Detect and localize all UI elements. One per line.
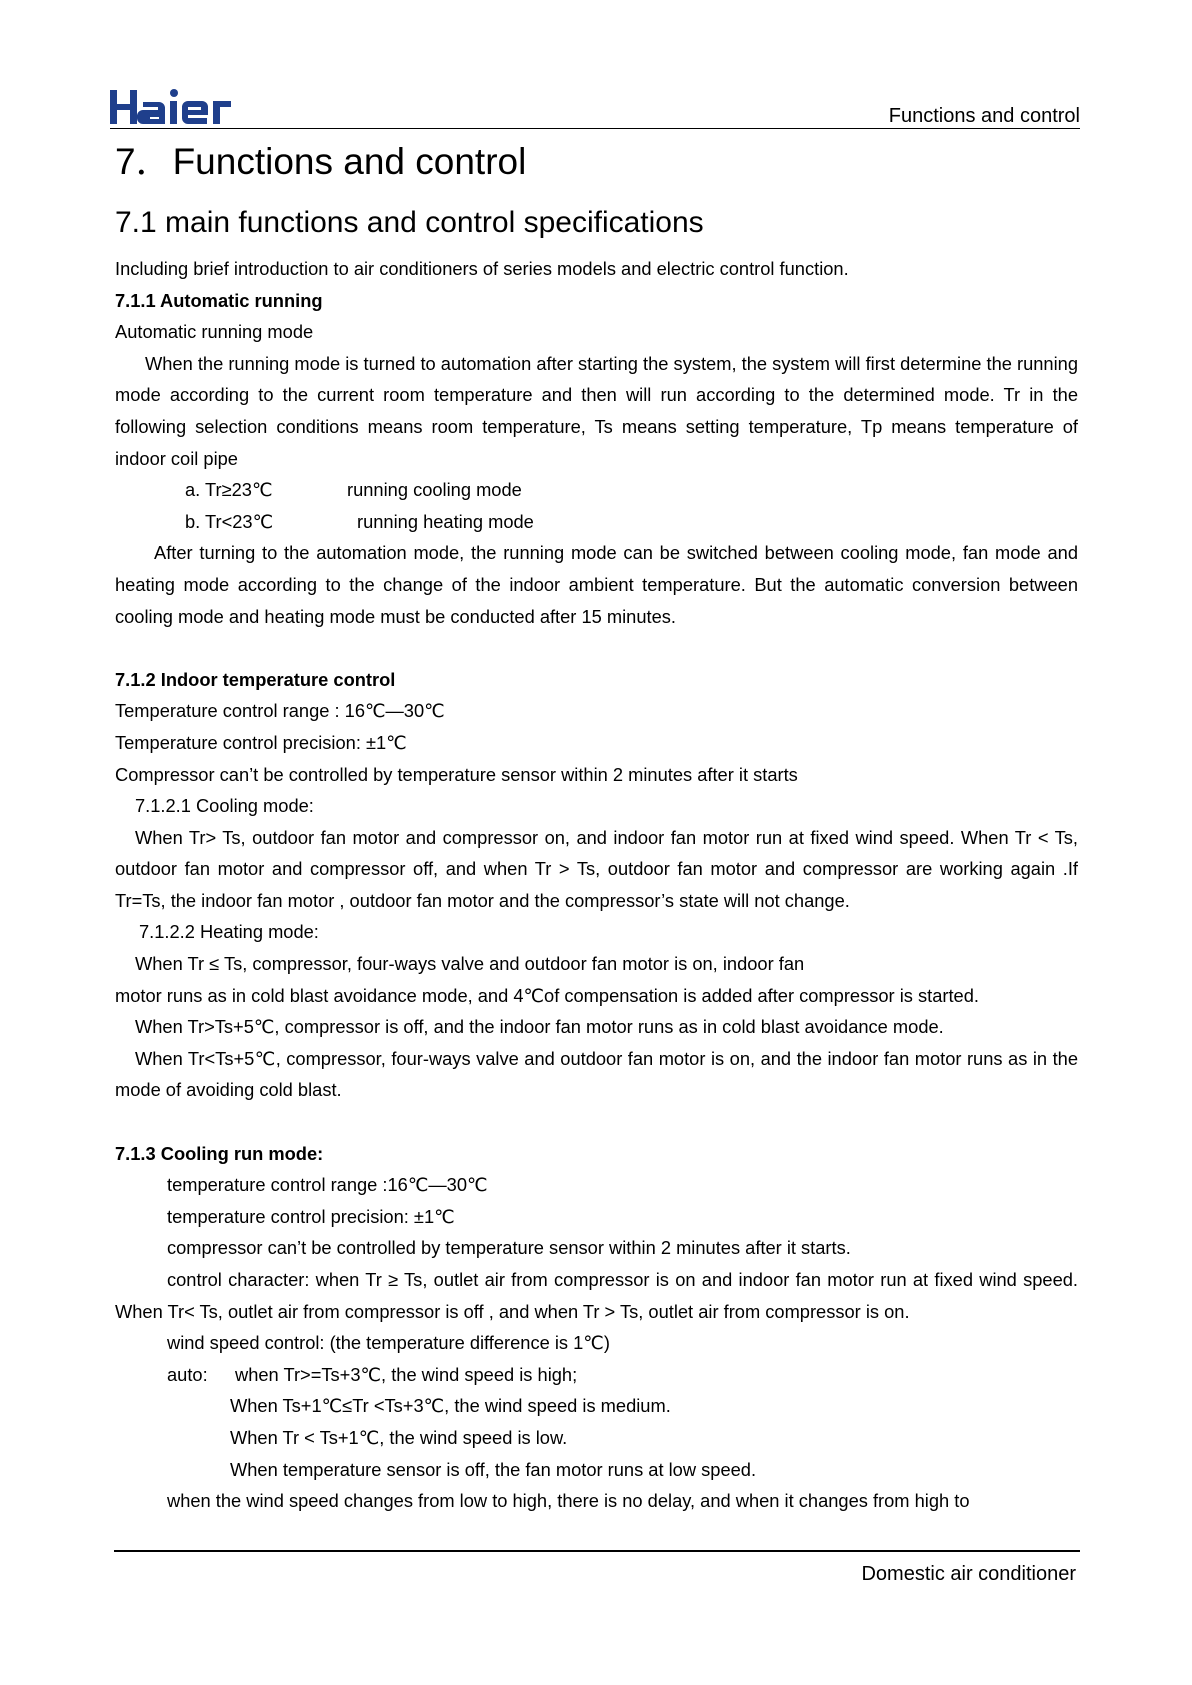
header-section-title: Functions and control <box>888 105 1080 127</box>
condition-a-label: a. Tr≥23℃ <box>185 479 273 501</box>
heading-7-1-1: 7.1.1 Automatic running <box>115 289 323 311</box>
cooling-mode-paragraph: When Tr> Ts, outdoor fan motor and compressor on, and indoor fan motor run at fixed wind speed. When Tr < Ts, outdoor fan motor and compressor off, and when Tr > Ts, outdoor fan motor and compressor are working again .If Tr=Ts, the indoor fan motor , outdoor fan motor and the compressor’s state will not change. <box>115 826 1078 911</box>
document-body <box>115 138 1078 1517</box>
auto-switch-paragraph: After turning to the automation mode, the running mode can be switched between cooling mode, fan mode and heating mode according to the change of the indoor ambient temperature. But the automatic conversion between cooling mode and heating mode must be conducted after 15 minutes. <box>115 542 1078 627</box>
heading-7-1-2: 7.1.2 Indoor temperature control <box>115 668 396 690</box>
condition-a-text: running cooling mode <box>347 479 522 501</box>
auto-mode-subheading: Automatic running mode <box>115 321 314 343</box>
chapter-title: 7．Functions and control <box>115 141 527 182</box>
auto-label: auto: <box>167 1363 208 1385</box>
condition-b-label: b. Tr<23℃ <box>185 510 274 532</box>
wind-delay-note: when the wind speed changes from low to high, there is no delay, and when it changes from high to <box>167 1490 970 1512</box>
auto-sensor-off: When temperature sensor is off, the fan motor runs at low speed. <box>230 1458 757 1480</box>
haier-logo <box>110 84 240 128</box>
auto-high: when Tr>=Ts+3℃, the wind speed is high; <box>235 1363 578 1385</box>
footer-text: Domestic air conditioner <box>861 1563 1076 1585</box>
indoor-range: Temperature control range : 16℃—30℃ <box>115 700 445 722</box>
section-title: 7.1 main functions and control specifications <box>115 206 704 239</box>
footer-divider <box>114 1550 1080 1552</box>
heating-line-3: When Tr>Ts+5℃, compressor is off, and the indoor fan motor runs as in cold blast avoidance mode. <box>135 1016 944 1038</box>
indoor-precision: Temperature control precision: ±1℃ <box>115 731 407 753</box>
header-divider <box>110 128 1080 129</box>
heading-7-1-2-2: 7.1.2.2 Heating mode: <box>139 921 319 943</box>
wind-speed-control: wind speed control: (the temperature difference is 1℃) <box>167 1332 610 1354</box>
heading-7-1-2-1: 7.1.2.1 Cooling mode: <box>135 795 314 817</box>
intro-paragraph: Including brief introduction to air conditioners of series models and electric control function. <box>115 258 849 279</box>
heading-7-1-3: 7.1.3 Cooling run mode: <box>115 1142 324 1164</box>
condition-b-text: running heating mode <box>357 510 534 532</box>
cooling-run-control: control character: when Tr ≥ Ts, outlet air from compressor is on and indoor fan motor run at fixed wind speed. When Tr< Ts, outlet air from compressor is off , and when Tr > Ts, outlet air from compressor is on. <box>115 1269 1078 1322</box>
cooling-run-precision: temperature control precision: ±1℃ <box>167 1205 455 1227</box>
heating-line-2: motor runs as in cold blast avoidance mode, and 4℃of compensation is added after compressor is started. <box>115 984 979 1006</box>
auto-mode-paragraph: When the running mode is turned to automation after starting the system, the system will first determine the running mode according to the current room temperature and then will run according to the determined mode. Tr in the following selection conditions means room temperature, Ts means setting temperature, Tp means temperature of indoor coil pipe <box>115 352 1078 469</box>
cooling-run-compressor: compressor can’t be controlled by temperature sensor within 2 minutes after it starts. <box>167 1237 851 1259</box>
indoor-compressor-note: Compressor can’t be controlled by temperature sensor within 2 minutes after it starts <box>115 763 798 785</box>
auto-high-row <box>115 1359 1078 1391</box>
condition-b <box>115 506 1078 538</box>
cooling-run-range: temperature control range :16℃—30℃ <box>167 1174 488 1196</box>
heating-line-1: When Tr ≤ Ts, compressor, four-ways valve and outdoor fan motor is on, indoor fan <box>135 953 805 975</box>
heating-line-4: When Tr<Ts+5℃, compressor, four-ways valve and outdoor fan motor is on, and the indoor fan motor runs as in the mode of avoiding cold blast. <box>115 1047 1078 1101</box>
auto-low: When Tr < Ts+1℃, the wind speed is low. <box>230 1426 568 1448</box>
condition-a <box>115 474 1078 506</box>
auto-medium: When Ts+1℃≤Tr <Ts+3℃, the wind speed is medium. <box>230 1395 671 1417</box>
